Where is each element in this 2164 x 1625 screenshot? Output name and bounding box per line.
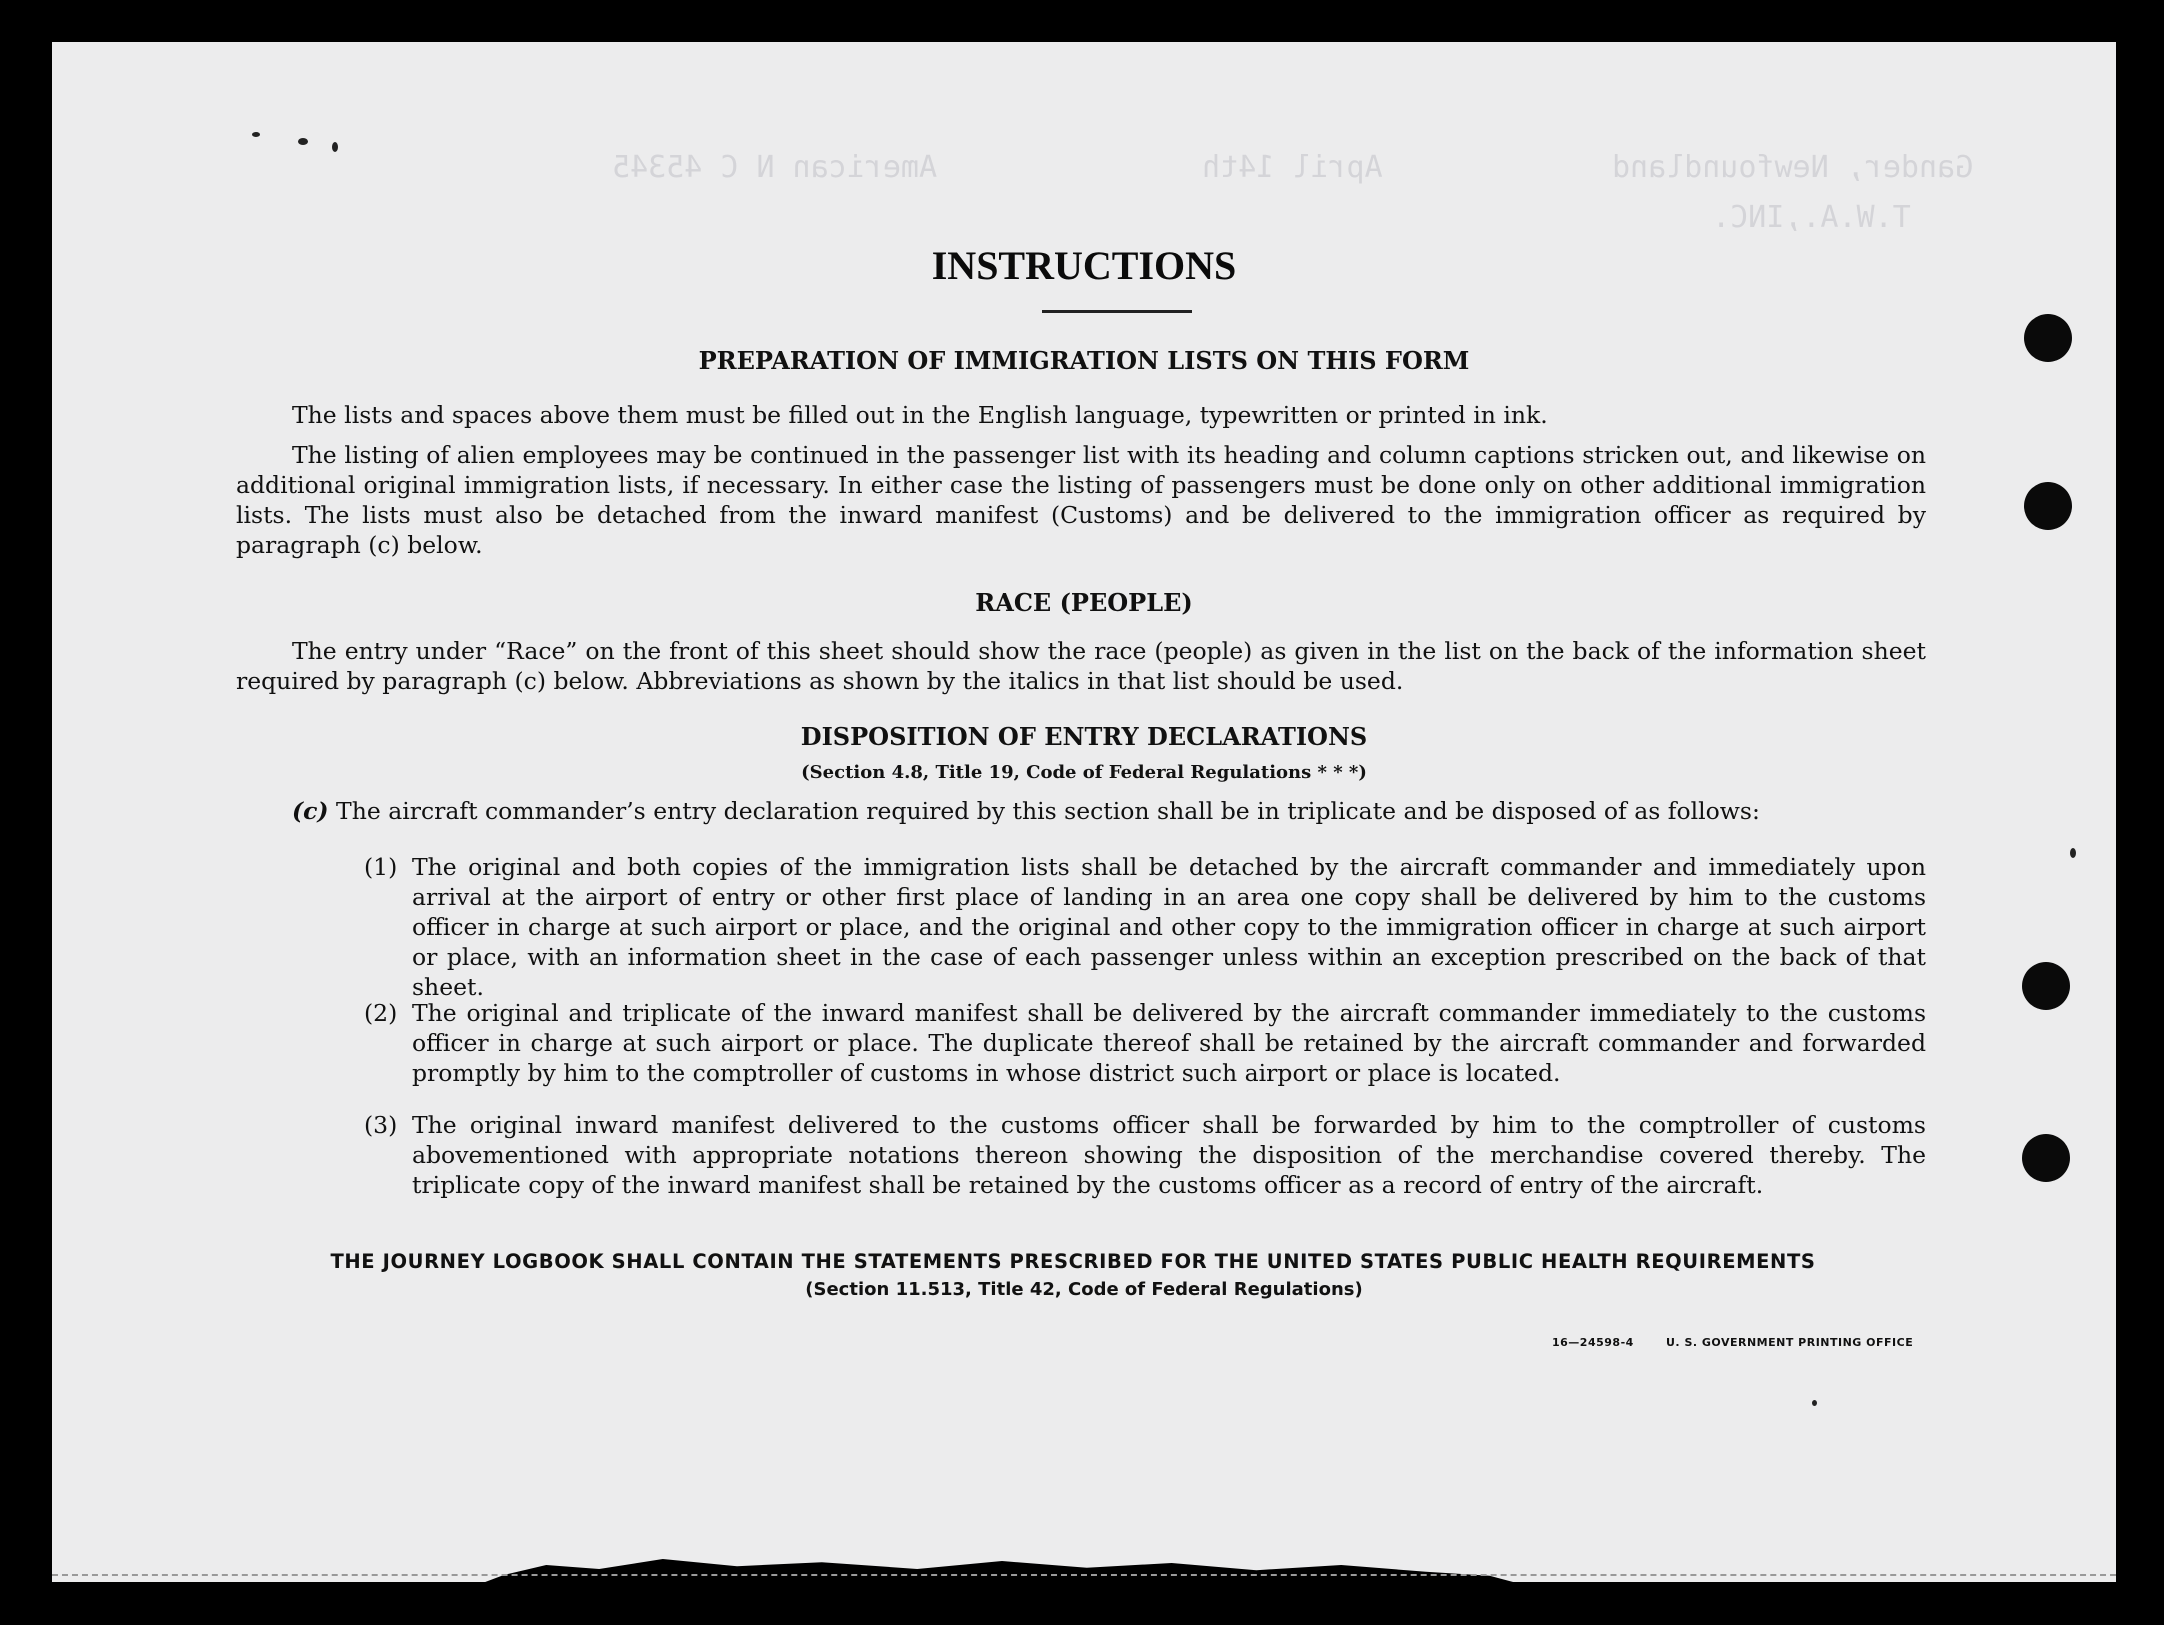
punch-hole: [2022, 1134, 2070, 1182]
bleed-through-text: April 14th: [1202, 150, 1383, 185]
list-item-number: (1): [364, 853, 398, 881]
paragraph-alien-employees: The listing of alien employees may be continued in the passenger list with its heading and column captions stricken out, and likewise on additional original immigration lists, if necessary. In either case the listing of passengers must be done only on other additional immigration lists. The lists must also be detached from the inward manifest (Customs) and be delivered to the immigration officer as required by paragraph (c) below.: [236, 441, 1926, 559]
list-item: [364, 852, 1926, 1002]
ink-speck: [298, 138, 308, 145]
list-item-text: The original and both copies of the immigration lists shall be detached by the aircraft commander and immediately upon arrival at the airport of entry or other first place of landing in an area one copy shall be delivered by him to the customs officer in charge at such airport or place, and the original and other copy to the immigration officer in charge at such airport or place, with an information sheet in the case of each passenger unless within an exception prescribed on the back of that sheet.: [412, 853, 1926, 1001]
ink-speck: [1812, 1400, 1817, 1406]
page-title: INSTRUCTIONS: [931, 243, 1237, 288]
list-item-text: The original inward manifest delivered to the customs officer shall be forwarded by him to the comptroller of customs abovementioned with appropriate notations thereon showing the disposition of the merchandise covered thereby. The triplicate copy of the inward manifest shall be retained by the customs officer as a record of entry of the aircraft.: [412, 1111, 1926, 1199]
bleed-through-text: American N C 45345: [612, 150, 938, 185]
ink-speck: [252, 132, 260, 137]
list-item: [364, 1110, 1926, 1200]
section-heading-race: RACE (PEOPLE): [975, 588, 1193, 617]
public-health-statement: THE JOURNEY LOGBOOK SHALL CONTAIN THE STATEMENTS PRESCRIBED FOR THE UNITED STATES PUBLIC HEALTH REQUIREMENTS: [330, 1250, 1816, 1273]
paragraph-english-language: The lists and spaces above them must be filled out in the English language, typewritten or printed in ink.: [292, 401, 1548, 429]
title-underline: [1042, 310, 1192, 313]
form-number: 16—24598-4: [1552, 1336, 1634, 1349]
punch-hole: [2022, 962, 2070, 1010]
punch-hole: [2024, 482, 2072, 530]
list-item-number: (2): [364, 999, 398, 1027]
bleed-through-text: Gander, Newfoundland: [1612, 150, 1974, 185]
public-health-citation: (Section 11.513, Title 42, Code of Federal Regulations): [805, 1279, 1363, 1300]
section-heading-disposition: DISPOSITION OF ENTRY DECLARATIONS: [800, 722, 1368, 751]
list-item: [364, 998, 1926, 1088]
section-heading-preparation: PREPARATION OF IMMIGRATION LISTS ON THIS FORM: [698, 346, 1470, 375]
torn-edge: [472, 1547, 1532, 1582]
document-sheet: [52, 42, 2116, 1582]
paragraph-intro-c: [292, 796, 1926, 826]
section-citation: (Section 4.8, Title 19, Code of Federal Regulations * * *): [801, 762, 1367, 783]
intro-text: The aircraft commander’s entry declaration required by this section shall be in triplicate and be disposed of as follows:: [336, 797, 1760, 825]
paragraph-race: The entry under “Race” on the front of this sheet should show the race (people) as given in the list on the back of the information sheet required by paragraph (c) below. Abbreviations as shown by the italics in that list should be used.: [236, 637, 1926, 695]
printer-imprint: U. S. GOVERNMENT PRINTING OFFICE: [1666, 1336, 1914, 1349]
ink-speck: [332, 142, 338, 152]
list-item-number: (3): [364, 1111, 398, 1139]
perforation-line: [52, 1574, 2116, 1576]
bleed-through-text: T.W.A.,INC.: [1712, 200, 1911, 235]
intro-label: (c): [292, 797, 329, 825]
list-item-text: The original and triplicate of the inward manifest shall be delivered by the aircraft commander immediately to the customs officer in charge at such airport or place. The duplicate thereof shall be retained by the aircraft commander and forwarded promptly by him to the comptroller of customs in whose district such airport or place is located.: [412, 999, 1926, 1087]
ink-speck: [2070, 848, 2076, 858]
